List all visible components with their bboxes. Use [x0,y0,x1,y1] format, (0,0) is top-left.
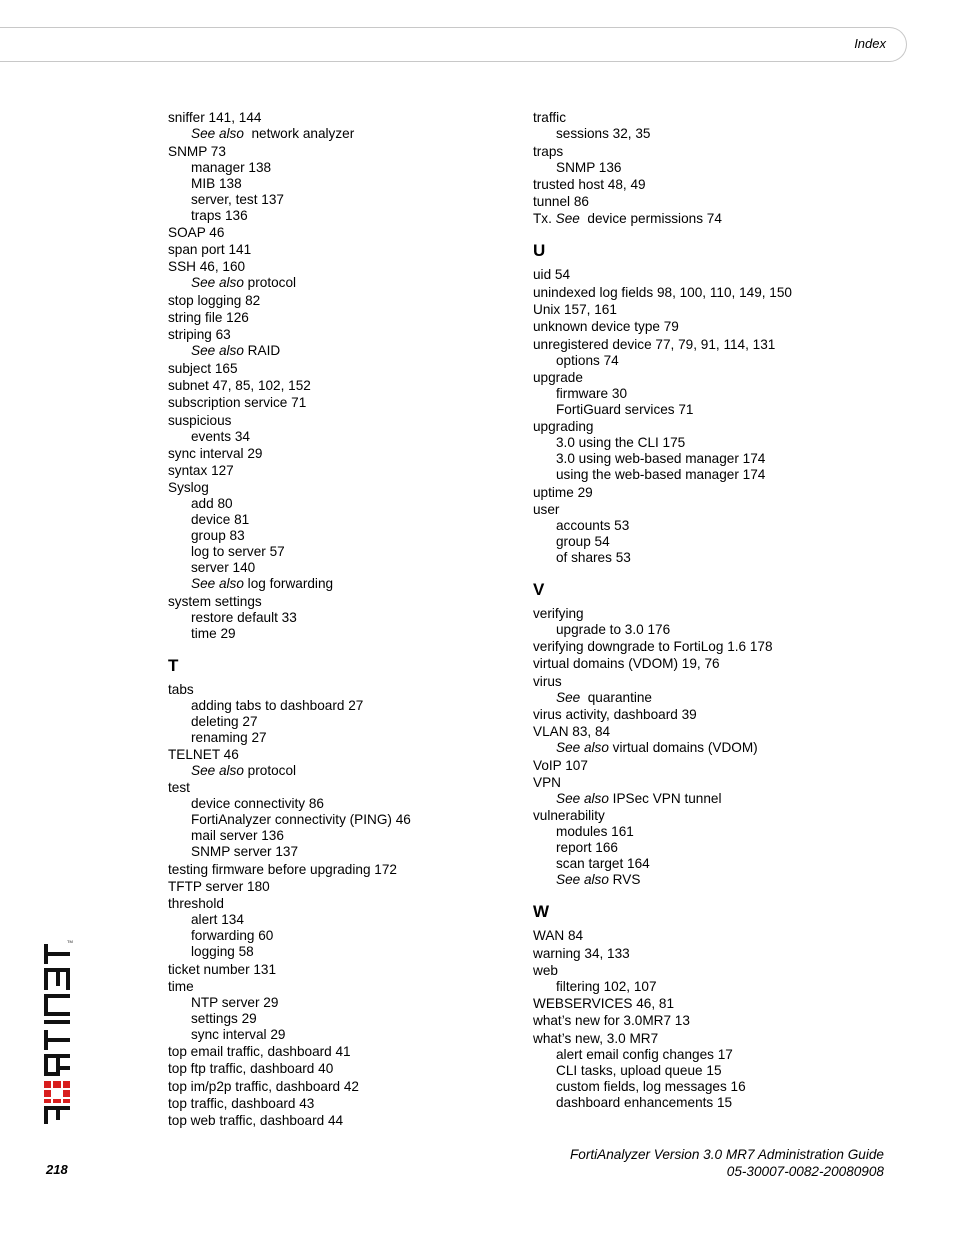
index-subentry [168,928,411,944]
entry-text: upgrade to 3.0 176 [556,621,671,637]
entry-text: adding tabs to dashboard 27 [191,697,364,713]
index-entry [168,1079,411,1095]
entry-text: time 29 [191,625,236,641]
entry-text: threshold [168,896,224,912]
entry-text: server 140 [191,560,256,576]
entry-text: unregistered device 77, 79, 91, 114, 131 [533,336,776,352]
entry-text: subnet 47, 85, 102, 152 [168,377,311,393]
entry-text: group 54 [556,533,610,549]
index-entry [168,259,411,275]
entry-text: unknown device type 79 [533,319,679,335]
entry-text: unindexed log fields 98, 100, 110, 149, 150 [533,284,792,300]
entry-text: protocol [243,763,297,779]
entry-text: SNMP 136 [556,159,622,175]
index-entry [533,267,792,283]
index-entry [168,979,411,995]
entry-text: report 166 [556,840,618,856]
entry-text: top email traffic, dashboard 41 [168,1044,351,1060]
index-subentry [533,435,792,451]
index-subentry [533,740,792,756]
index-entry [168,225,411,241]
entry-text: tunnel 86 [533,194,589,210]
entry-text: SNMP server 137 [191,844,299,860]
entry-text: CLI tasks, upload queue 15 [556,1062,722,1078]
index-subentry [168,730,411,746]
index-subentry [533,467,792,483]
index-subentry [168,528,411,544]
entry-text: network analyzer [243,126,355,142]
entry-text: events 34 [191,428,250,444]
entry-text: upgrade [533,369,583,385]
index-subentry [533,690,792,706]
index-entry [168,361,411,377]
index-subentry [533,550,792,566]
see-reference: See also [556,872,609,888]
entry-text: verifying [533,605,584,621]
index-entry [533,656,792,672]
entry-text: dashboard enhancements 15 [556,1094,733,1110]
see-reference: See also [556,740,609,756]
index-subentry [533,518,792,534]
index-subentry [533,353,792,369]
entry-text: sync interval 29 [191,1026,286,1042]
index-entry [533,963,792,979]
index-entry [168,1044,411,1060]
index-subentry [533,1047,792,1063]
index-subentry [168,912,411,928]
see-reference: See also [191,275,244,291]
index-entry [168,395,411,411]
index-entry [168,327,411,343]
entry-text: SNMP 73 [168,143,226,159]
index-subentry [533,791,792,807]
entry-text: time [168,978,194,994]
entry-text: user [533,501,560,517]
index-subentry [168,544,411,560]
index-entry [533,502,792,518]
index-entry [533,996,792,1012]
entry-text: FortiGuard services 71 [556,401,694,417]
index-subentry [168,275,411,291]
index-entry [168,144,411,160]
entry-text: tabs [168,681,194,697]
index-entry [533,707,792,723]
see-reference: See also [191,763,244,779]
index-entry [168,594,411,610]
entry-text: accounts 53 [556,517,630,533]
entry-text: log forwarding [243,576,334,592]
section-letter: V [533,579,545,599]
entry-text: web [533,962,558,978]
index-subentry [168,944,411,960]
entry-text: striping 63 [168,327,231,343]
see-reference: See also [191,126,244,142]
entry-text: device connectivity 86 [191,796,324,812]
index-entry [168,480,411,496]
index-entry [168,446,411,462]
entry-text: what’s new for 3.0MR7 13 [533,1013,690,1029]
entry-text: renaming 27 [191,729,267,745]
index-entry [168,1113,411,1129]
entry-text: RAID [243,343,281,359]
entry-text: deleting 27 [191,713,258,729]
entry-text: warning 34, 133 [533,945,630,961]
index-entry [168,682,411,698]
entry-text: VoIP 107 [533,757,588,773]
entry-text: 3.0 using web-based manager 174 [556,451,766,467]
index-subentry [168,208,411,224]
index-entry [533,285,792,301]
index-subentry [533,979,792,995]
index-subentry [168,812,411,828]
index-subentry [533,402,792,418]
entry-text: traps 136 [191,207,248,223]
index-subentry [168,429,411,445]
entry-text: virus activity, dashboard 39 [533,707,697,723]
index-subentry [168,796,411,812]
fortinet-logo [42,938,72,1128]
index-column-left [168,109,411,1129]
index-entry [533,928,792,944]
guide-title: FortiAnalyzer Version 3.0 MR7 Administration Guide [569,1147,884,1162]
index-subentry [168,512,411,528]
entry-text: forwarding 60 [191,928,274,944]
entry-text: Syslog [168,480,209,496]
entry-text: device permissions 74 [579,211,722,227]
entry-text: server, test 137 [191,191,284,207]
see-reference: See [555,211,580,227]
entry-text: firmware 30 [556,385,628,401]
index-entry [168,747,411,763]
entry-text: of shares 53 [556,549,631,565]
entry-text: traffic [533,110,566,126]
entry-text: protocol [243,275,297,291]
entry-text: add 80 [191,496,233,512]
entry-text: top web traffic, dashboard 44 [168,1113,344,1129]
index-subentry [168,626,411,642]
entry-text: using the web-based manager 174 [556,467,766,483]
entry-text: SOAP 46 [168,224,225,240]
entry-text: device 81 [191,512,250,528]
index-entry [533,946,792,962]
see-reference: See [556,689,581,705]
index-entry [533,419,792,435]
entry-text: filtering 102, 107 [556,978,657,994]
section-letter: U [533,241,546,261]
entry-text: top traffic, dashboard 43 [168,1096,315,1112]
entry-text: uptime 29 [533,484,593,500]
entry-text: subscription service 71 [168,395,307,411]
entry-text: span port 141 [168,242,252,258]
index-entry [533,110,792,126]
entry-text: what’s new, 3.0 MR7 [533,1030,659,1046]
entry-text: restore default 33 [191,609,297,625]
page-number: 218 [46,1162,68,1177]
index-subentry [168,763,411,779]
index-subentry [168,192,411,208]
index-subentry [533,1079,792,1095]
entry-prefix: Tx. [533,211,556,227]
index-entry [533,724,792,740]
index-entry [533,485,792,501]
entry-text: RVS [608,872,641,888]
index-entry [168,862,411,878]
entry-text: top im/p2p traffic, dashboard 42 [168,1078,359,1094]
index-subentry [533,451,792,467]
entry-text: top ftp traffic, dashboard 40 [168,1061,334,1077]
entry-text: test [168,780,190,796]
entry-text: WEBSERVICES 46, 81 [533,996,675,1012]
entry-text: alert email config changes 17 [556,1046,733,1062]
index-entry [533,319,792,335]
index-subentry [168,496,411,512]
index-entry [533,758,792,774]
entry-text: 3.0 using the CLI 175 [556,435,686,451]
footer [570,1146,884,1180]
index-subentry [168,1027,411,1043]
index-subentry [533,1095,792,1111]
entry-text: FortiAnalyzer connectivity (PING) 46 [191,812,411,828]
entry-text: MIB 138 [191,175,242,191]
entry-text: log to server 57 [191,544,285,560]
svg-text:TM: TM [67,939,73,944]
index-entry [533,144,792,160]
entry-text: string file 126 [168,310,249,326]
index-entry [168,879,411,895]
index-subentry [168,126,411,142]
entry-text: uid 54 [533,267,571,283]
entry-text: traps [533,143,564,159]
index-entry [533,194,792,210]
entry-text: logging 58 [191,944,254,960]
index-entry [168,1096,411,1112]
index-subentry [168,828,411,844]
entry-text: WAN 84 [533,928,584,944]
see-reference: See also [191,343,244,359]
fortinet-logo-o-icon [44,1081,70,1103]
index-entry [168,1061,411,1077]
index-entry [168,896,411,912]
entry-text: sessions 32, 35 [556,126,651,142]
entry-text: TFTP server 180 [168,878,270,894]
index-subentry [533,856,792,872]
index-entry [533,606,792,622]
index-entry [533,302,792,318]
entry-text: VPN [533,774,561,790]
index-subentry [533,824,792,840]
entry-text: vulnerability [533,808,605,824]
entry-text: VLAN 83, 84 [533,724,611,740]
header-bar [0,27,907,62]
entry-text: IPSec VPN tunnel [608,790,722,806]
index-column-right [533,109,792,1111]
index-subentry [168,995,411,1011]
entry-text: virus [533,673,562,689]
index-subentry [168,160,411,176]
entry-text: settings 29 [191,1010,257,1026]
entry-text: sniffer 141, 144 [168,110,262,126]
index-subentry [168,714,411,730]
entry-text: virtual domains (VDOM) 19, 76 [533,656,720,672]
see-reference: See also [191,576,244,592]
index-subentry [168,176,411,192]
index-entry [533,674,792,690]
index-entry [533,808,792,824]
entry-text: ticket number 131 [168,961,277,977]
index-entry [533,639,792,655]
index-subentry [533,872,792,888]
entry-text: system settings [168,593,262,609]
index-subentry [168,698,411,714]
index-entry [168,293,411,309]
see-reference: See also [556,790,609,806]
index-entry [533,177,792,193]
index-subentry [533,534,792,550]
index-entry [168,780,411,796]
entry-text: stop logging 82 [168,292,261,308]
index-entry [168,413,411,429]
entry-text: TELNET 46 [168,747,239,763]
entry-text: quarantine [580,689,652,705]
entry-text: upgrading [533,419,594,435]
entry-text: suspicious [168,412,232,428]
entry-text: syntax 127 [168,463,234,479]
index-subentry [168,1011,411,1027]
index-subentry [533,622,792,638]
index-subentry [533,126,792,142]
running-header: Index [854,36,886,51]
entry-text: scan target 164 [556,856,650,872]
entry-text: verifying downgrade to FortiLog 1.6 178 [533,639,773,655]
index-entry [168,110,411,126]
index-entry [168,962,411,978]
section-letter: W [533,902,550,922]
index-subentry [168,844,411,860]
entry-text: virtual domains (VDOM) [608,740,758,756]
index-entry [533,1013,792,1029]
doc-number: 05-30007-0082-20080908 [726,1164,884,1179]
index-entry [168,242,411,258]
index-subentry [533,386,792,402]
index-entry [533,211,792,227]
entry-text: manager 138 [191,159,272,175]
entry-text: mail server 136 [191,828,284,844]
index-entry [533,337,792,353]
index-subentry [533,160,792,176]
index-entry [533,775,792,791]
entry-text: SSH 46, 160 [168,259,246,275]
index-entry [168,378,411,394]
index-entry [168,310,411,326]
entry-text: trusted host 48, 49 [533,176,646,192]
entry-text: sync interval 29 [168,445,263,461]
index-subentry [533,1063,792,1079]
entry-text: subject 165 [168,360,238,376]
entry-text: NTP server 29 [191,994,279,1010]
entry-text: testing firmware before upgrading 172 [168,861,397,877]
index-entry [168,463,411,479]
section-letter: T [168,655,179,675]
entry-text: alert 134 [191,912,244,928]
entry-text: modules 161 [556,824,634,840]
entry-text: options 74 [556,352,619,368]
index-subentry [168,343,411,359]
entry-text: group 83 [191,528,245,544]
index-subentry [533,840,792,856]
entry-text: custom fields, log messages 16 [556,1078,746,1094]
entry-text: Unix 157, 161 [533,302,617,318]
index-entry [533,370,792,386]
index-subentry [168,560,411,576]
index-subentry [168,576,411,592]
index-entry [533,1031,792,1047]
index-subentry [168,610,411,626]
